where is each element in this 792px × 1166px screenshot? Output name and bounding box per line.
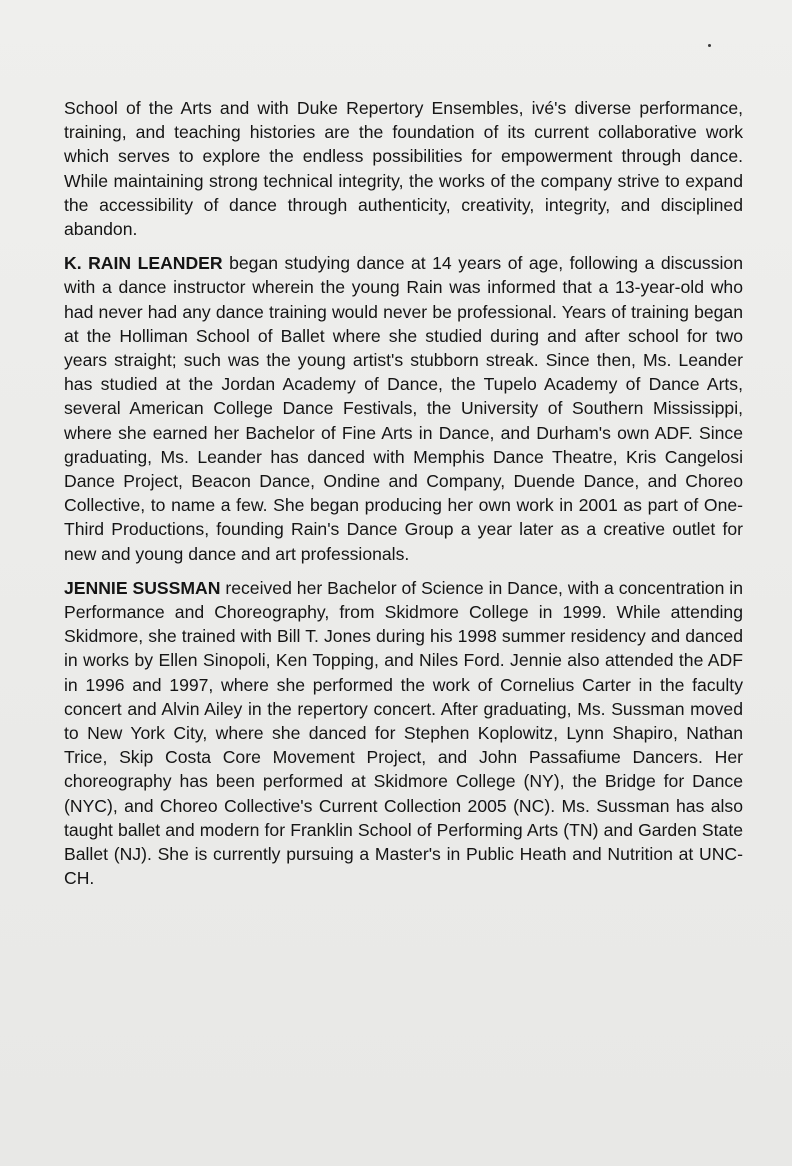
sussman-bio-text: received her Bachelor of Science in Dance, with a concentration in Performance and Choreography, from Skidmore College in 1999. While attending Skidmore, she trained with Bill T. Jones during his 1998 summer residency and danced in works by Ellen Sinopoli, Ken Topping, and Niles Ford. Jennie also attended the ADF in 1996 and 1997, where she performed the work of Cornelius Carter in the faculty concert and Alvin Ailey in the repertory concert. After graduating, Ms. Sussman moved to New York City, where she danced for Stephen Koplowitz, Lynn Shapiro, Nathan Trice, Skip Costa Core Movement Project, and John Passafiume Dancers. Her choreography has been performed at Skidmore College (NY), the Bridge for Dance (NYC), and Choreo Collective's Current Collection 2005 (NC). Ms. Sussman has also taught ballet and modern for Franklin School of Performing Arts (TN) and Garden State Ballet (NJ). She is currently pursuing a Master's in Public Heath and Nutrition at UNC-CH.	[64, 577, 743, 889]
sussman-bio-paragraph	[64, 576, 743, 891]
company-intro-paragraph: School of the Arts and with Duke Repertory Ensembles, ivé's diverse performance, training, and teaching histories are the foundation of its current collaborative work which serves to explore the endless possibilities for empowerment through dance. While maintaining strong technical integrity, the works of the company strive to expand the accessibility of dance through authenticity, creativity, integrity, and disciplined abandon.	[64, 98, 743, 240]
leander-bio-paragraph	[64, 251, 743, 566]
bio-text-column	[64, 96, 743, 901]
leander-bio-text: began studying dance at 14 years of age, following a discussion with a dance instructor wherein the young Rain was informed that a 13-year-old who had never had any dance training would never be professional. Years of training began at the Holliman School of Ballet where she studied during and after school for two years straight; such was the young artist's stubborn streak. Since then, Ms. Leander has studied at the Jordan Academy of Dance, the Tupelo Academy of Dance Arts, several American College Dance Festivals, the University of Southern Mississippi, where she earned her Bachelor of Fine Arts in Dance, and Durham's own ADF. Since graduating, Ms. Leander has danced with Memphis Dance Theatre, Kris Cangelosi Dance Project, Beacon Dance, Ondine and Company, Duende Dance, and Choreo Collective, to name a few. She began producing her own work in 2001 as part of One-Third Productions, founding Rain's Dance Group a year later as a creative outlet for new and young dance and art professionals.	[64, 253, 743, 564]
scan-speck	[708, 44, 711, 47]
leander-name: K. RAIN LEANDER	[64, 253, 223, 274]
sussman-name: JENNIE SUSSMAN	[64, 577, 221, 598]
